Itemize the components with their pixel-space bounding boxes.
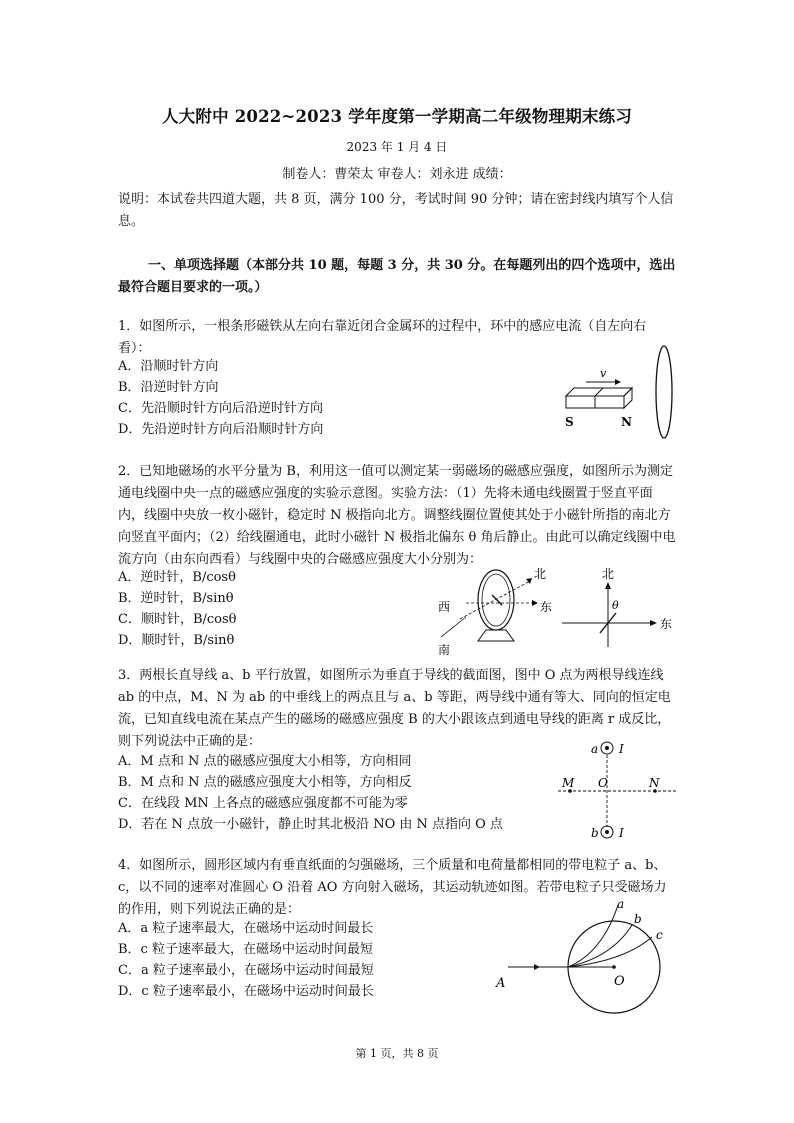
q3-wires-figure bbox=[550, 735, 690, 845]
wire-a-label: a bbox=[591, 742, 599, 756]
q2-stem: 2．已知地磁场的水平分量为 B，利用这一值可以测定某一弱磁场的磁感应强度，如图所示为测定通电线圈中央一点的磁感应强度的实验示意图。实验方法：（1）先将未通电线圈置于竖直平面内，线圈中央放一枚小磁针，稳定时 N 极指向北方。调整线圈位置使其处于小磁针所指的南北方向竖直平面内；（2）给线圈通电，此时小磁针 N 极指北偏东 θ 角后静止。由此可以确定线圈中电流方向（由东向西看）与线圈中央的合磁感应强度大小分别为： bbox=[118, 464, 676, 567]
east-label: 东 bbox=[540, 600, 553, 614]
west-label: 西 bbox=[438, 600, 451, 614]
coil bbox=[478, 570, 514, 630]
q2-option-b[interactable]: B．逆时针，B/sinθ bbox=[118, 591, 234, 606]
q2-option-a[interactable]: A．逆时针，B/cosθ bbox=[118, 570, 236, 585]
o-label: O bbox=[598, 776, 608, 790]
trajectory-b bbox=[568, 925, 632, 967]
q4-field-figure bbox=[490, 895, 680, 1020]
q3-option-d[interactable]: D．若在 N 点放一小磁针，静止时其北极沿 NO 由 N 点指向 O 点 bbox=[118, 817, 503, 832]
label-c: c bbox=[656, 928, 663, 942]
metal-ring bbox=[656, 346, 672, 438]
label-A: A bbox=[496, 976, 506, 991]
wire-b-label: b bbox=[591, 826, 599, 840]
trajectory-c bbox=[568, 937, 652, 967]
exam-date: 2023 年 1 月 4 日 bbox=[346, 140, 448, 154]
q1-option-d[interactable]: D．先沿逆时针方向后沿顺时针方向 bbox=[118, 422, 324, 437]
q1-option-b[interactable]: B．沿逆时针方向 bbox=[118, 380, 219, 395]
trajectory-a bbox=[568, 905, 618, 967]
q2-option-c[interactable]: C．顺时针，B/cosθ bbox=[118, 612, 237, 627]
n-label: N bbox=[649, 776, 660, 790]
theta-label: θ bbox=[612, 599, 619, 612]
page-footer: 第 1 页，共 8 页 bbox=[355, 1047, 439, 1060]
m-label: M bbox=[562, 776, 575, 790]
compass-needle bbox=[492, 595, 502, 605]
q1-option-c[interactable]: C．先沿顺时针方向后沿逆时针方向 bbox=[118, 401, 323, 416]
q2-option-d[interactable]: D．顺时针，B/sinθ bbox=[118, 633, 235, 648]
wire-b-current-label: I bbox=[619, 826, 624, 840]
q4-option-c[interactable]: C．a 粒子速率最小，在磁场中运动时间最短 bbox=[118, 963, 374, 978]
q1-stem: 1．如图所示，一根条形磁铁从左向右靠近闭合金属环的过程中，环中的感应电流（自左向右看）： bbox=[118, 319, 647, 356]
q3-option-a[interactable]: A．M 点和 N 点的磁感应强度大小相等，方向相同 bbox=[118, 754, 412, 769]
wire-a-current-label: I bbox=[619, 742, 624, 756]
section-heading: 一、单项选择题（本部分共 10 题，每题 3 分，共 30 分。在每题列出的四个选项中，选出最符合题目要求的一项。） bbox=[118, 258, 676, 295]
north-label: 北 bbox=[534, 567, 547, 581]
q1-option-a[interactable]: A．沿顺时针方向 bbox=[118, 359, 219, 374]
coil-stand bbox=[478, 630, 514, 641]
exam-title: 人大附中 2022~2023 学年度第一学期高二年级物理期末练习 bbox=[161, 107, 633, 126]
center-o bbox=[612, 965, 616, 969]
exam-authors: 制卷人：曹荣太 审卷人：刘永进 成绩： bbox=[282, 167, 512, 182]
south-label: 南 bbox=[438, 643, 451, 657]
q4-stem: 4．如图所示，圆形区域内有垂直纸面的匀强磁场，三个质量和电荷量都相同的带电粒子 a、b、c，以不同的速率对准圆心 O 沿着 AO 方向射入磁场，其运动轨迹如图。若带电粒子只受磁场力的作用，则下列说法正确的是： bbox=[118, 858, 667, 917]
wire-b bbox=[601, 826, 613, 838]
q4-option-b[interactable]: B．c 粒子速率最大，在磁场中运动时间最短 bbox=[118, 942, 373, 957]
q3-option-c[interactable]: C．在线段 MN 上各点的磁感应强度都不可能为零 bbox=[118, 796, 408, 811]
velocity-label: v bbox=[600, 367, 607, 380]
label-O: O bbox=[614, 974, 625, 989]
east-axis-label: 东 bbox=[660, 617, 673, 631]
north-axis-label: 北 bbox=[602, 567, 615, 581]
north-pole-label: N bbox=[621, 415, 632, 429]
q3-option-b[interactable]: B．M 点和 N 点的磁感应强度大小相等，方向相反 bbox=[118, 775, 412, 790]
q2-coil-figure bbox=[436, 565, 556, 657]
wire-a bbox=[601, 742, 613, 754]
q3-stem: 3．两根长直导线 a、b 平行放置，如图所示为垂直于导线的截面图，图中 O 点为两根导线连线 ab 的中点，M、N 为 ab 的中垂线上的两点且与 a、b 等距，两导线中通有等大、同向的恒定电流，已知直线电流在某点产生的磁场的磁感应强度 B 的大小跟该点到通电导线的距离 r 成反比，则下列说法中正确的是： bbox=[118, 668, 671, 749]
south-pole-label: S bbox=[565, 415, 574, 429]
q2-angle-figure bbox=[556, 565, 680, 657]
q4-option-a[interactable]: A．a 粒子速率最大，在磁场中运动时间最长 bbox=[118, 921, 374, 936]
label-b: b bbox=[634, 912, 642, 926]
q1-magnet-ring-figure bbox=[560, 342, 690, 444]
exam-note: 说明：本试卷共四道大题，共 8 页，满分 100 分，考试时间 90 分钟；请在密封线内填写个人信息。 bbox=[118, 192, 674, 229]
bar-magnet bbox=[566, 388, 632, 408]
label-a: a bbox=[617, 897, 625, 911]
q4-option-d[interactable]: D．c 粒子速率最小，在磁场中运动时间最长 bbox=[118, 984, 374, 999]
